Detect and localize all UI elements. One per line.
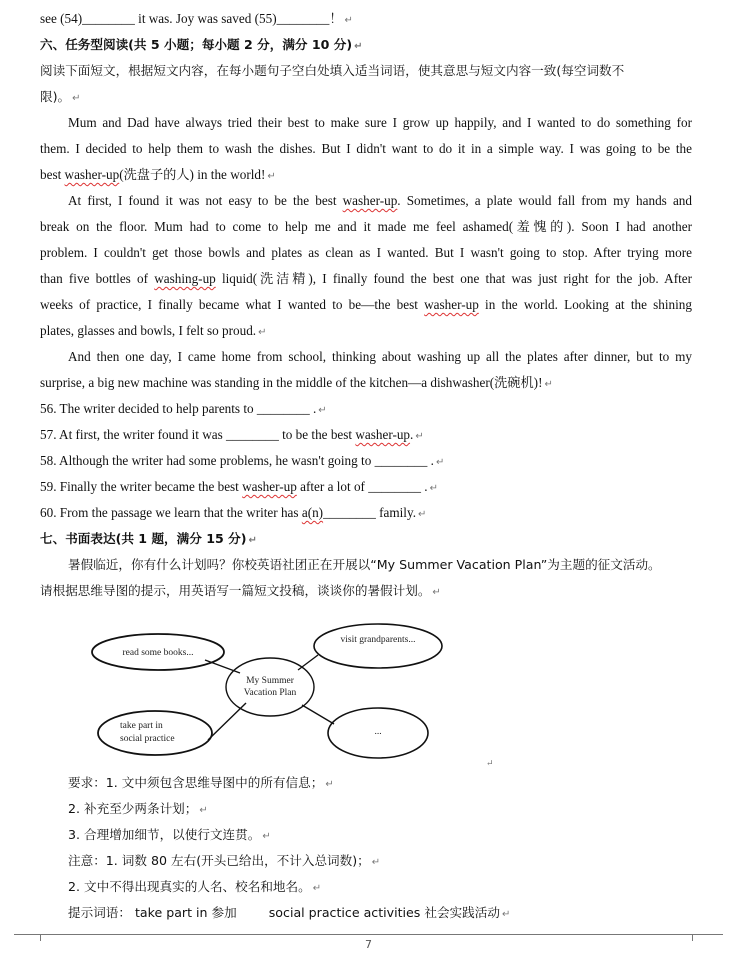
connector-bottom-right (302, 705, 334, 724)
spellcheck-word: washer-up (424, 297, 479, 312)
connector-top-right (298, 655, 318, 670)
page-number: 7 (365, 938, 372, 951)
hint-words: 提示词语： take part in 参加 social practice activities 社会实践活动 ↵ (68, 905, 511, 920)
spellcheck-word: washer-up (242, 479, 297, 494)
mind-map-label-top-right: visit grandparents... (340, 635, 416, 645)
footer-rule (14, 934, 723, 935)
paragraph-2-line-4: than five bottles of washing-up liquid(洗洁精), I finally found the best one that was just right for the job. After (40, 271, 692, 286)
mind-map-label-top-left: read some books... (122, 648, 194, 658)
paragraph-2-line-3: problem. I couldn't get those bowls and plates as clean as I wanted. But I wasn't going to stop. After trying more (40, 245, 692, 260)
spellcheck-word: washer-up (342, 193, 398, 208)
mind-map-label-bottom-left-line-2: social practice (120, 734, 175, 744)
requirement-2: 2. 补充至少两条计划； ↵ (68, 801, 208, 816)
paragraph-1-line-2: them. I decided to help them to wash the dishes. But I didn't want to do it in a simple way. I was going to be the (40, 141, 692, 156)
spellcheck-word: washing-up (154, 271, 216, 286)
mind-map-center-label-line-1: My Summer (246, 676, 294, 686)
question-58: 58. Although the writer had some problems, he wasn't going to ________ . ↵ (40, 453, 445, 468)
mind-map-center-label-line-2: Vacation Plan (243, 688, 297, 698)
paragraph-2-line-6: plates, glasses and bowls, I felt so proud. ↵ (40, 323, 267, 338)
bubble-top-right (314, 624, 442, 668)
mind-map-label-bottom-right: ... (374, 727, 382, 737)
spellcheck-word: washer-up (355, 427, 411, 442)
paragraph-1-line-1: Mum and Dad have always tried their best to make sure I grow up happily, and I wanted to do something for (68, 115, 692, 130)
question-57: 57. At first, the writer found it was ________ to be the best washer-up. ↵ (40, 427, 424, 442)
question-60: 60. From the passage we learn that the writer has a(n)________ family. ↵ (40, 505, 427, 520)
section-7-heading: 七、书面表达(共 1 题，满分 15 分) ↵ (40, 531, 257, 546)
note-1: 注意：1. 词数 80 左右(开头已给出，不计入总词数)； ↵ (68, 853, 381, 868)
paragraph-3-line-1: And then one day, I came home from school, thinking about washing up all the plates after dinner, but to my (68, 349, 692, 364)
connector-top-left (205, 660, 240, 673)
mind-map-label-bottom-left-line-1: take part in (120, 721, 163, 731)
paragraph-2-line-5: weeks of practice, I finally became what I wanted to be—the best washer-up in the world. Looking at the shining (40, 297, 692, 312)
bubble-bottom-left (98, 711, 212, 755)
spellcheck-word: a(n) (301, 505, 324, 520)
question-59: 59. Finally the writer became the best washer-up after a lot of ________ . ↵ (40, 479, 438, 494)
paragraph-2-line-1: At first, I found it was not easy to be the best washer-up. Sometimes, a plate would fall from my hands and (68, 193, 692, 208)
paragraph-1-line-3: best washer-up(洗盘子的人) in the world! ↵ (40, 167, 276, 182)
section-7-prompt-line-1: 暑假临近，你有什么计划吗？你校英语社团正在开展以“My Summer Vacation Plan”为主题的征文活动。 (68, 557, 661, 572)
bubble-center (226, 658, 314, 716)
question-56: 56. The writer decided to help parents to ________ . ↵ (40, 401, 327, 416)
paragraph-2-line-2: break on the floor. Mum had to come to help me and it made me feel ashamed(羞愧的). Soon I had another (40, 219, 692, 234)
section-6-heading: 六、任务型阅读(共 5 小题；每小题 2 分，满分 10 分) ↵ (40, 37, 363, 52)
paragraph-3-line-2: surprise, a big new machine was standing in the middle of the kitchen—a dishwasher(洗碗机)! ↵ (40, 375, 553, 390)
section-6-instruction-line-2: 限)。 ↵ (40, 89, 81, 104)
note-2: 2. 文中不得出现真实的人名、校名和地名。 ↵ (68, 879, 322, 894)
spellcheck-word: washer-up (64, 167, 120, 182)
requirement-3: 3. 合理增加细节，以使行文连贯。 ↵ (68, 827, 271, 842)
answer-line-54-55: see (54)________ it was. Joy was saved (55)________！ ↵ (40, 11, 353, 26)
section-7-prompt-line-2: 请根据思维导图的提示，用英语写一篇短文投稿，谈谈你的暑假计划。 ↵ (40, 583, 441, 598)
section-6-instruction-line-1: 阅读下面短文，根据短文内容，在每小题句子空白处填入适当词语，使其意思与短文内容一致(每空词数不 (40, 63, 625, 78)
paragraph-mark: ↵ (486, 758, 494, 768)
requirement-1: 要求：1. 文中须包含思维导图中的所有信息； ↵ (68, 775, 334, 790)
